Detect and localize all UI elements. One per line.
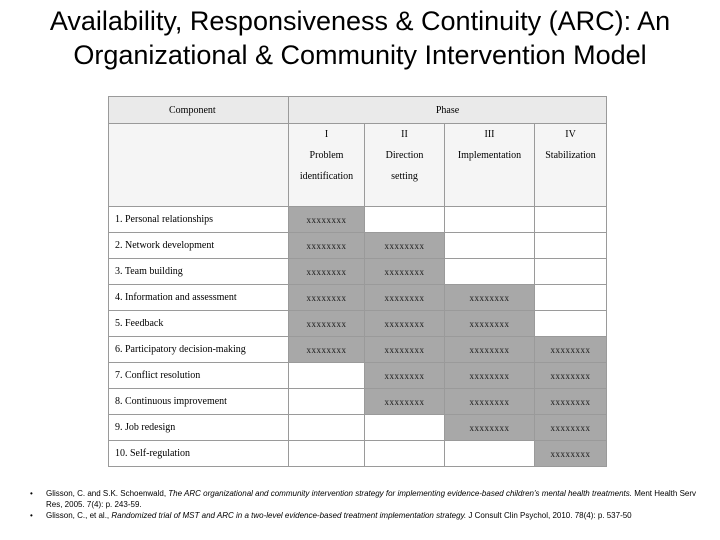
- component-name: 6. Participatory decision-making: [109, 337, 289, 363]
- reference-title: Randomized trial of MST and ARC in a two-level evidence-based treatment implementation strategy.: [111, 511, 467, 520]
- table-body: [109, 207, 607, 467]
- component-name: 10. Self-regulation: [109, 441, 289, 467]
- phase-4-mark: xxxxxxxx: [535, 337, 607, 363]
- phase-3-mark: xxxxxxxx: [445, 285, 535, 311]
- component-name: 4. Information and assessment: [109, 285, 289, 311]
- phase-1-empty: [289, 441, 365, 467]
- phase-2-header: [365, 124, 445, 207]
- phase-4-mark: xxxxxxxx: [535, 415, 607, 441]
- reference-source: Ment Health Serv Res, 2005. 7(4): p. 243-59.: [46, 489, 697, 509]
- phase-3-number: III: [484, 129, 495, 140]
- phase-4-empty: [535, 207, 607, 233]
- reference-item: [0, 488, 720, 510]
- phase-2-label-1: Direction: [385, 150, 424, 161]
- phase-header: Phase: [289, 97, 607, 124]
- phase-2-empty: [365, 441, 445, 467]
- component-name: 7. Conflict resolution: [109, 363, 289, 389]
- phase-4-header: [535, 124, 607, 207]
- phase-3-label-1: Implementation: [457, 150, 522, 161]
- table-row: [109, 207, 607, 233]
- phase-2-mark: xxxxxxxx: [365, 233, 445, 259]
- phase-3-empty: [445, 207, 535, 233]
- reference-authors: Glisson, C., et al.,: [46, 511, 112, 520]
- slide-title: [0, 4, 720, 72]
- component-name: 1. Personal relationships: [109, 207, 289, 233]
- component-name: 9. Job redesign: [109, 415, 289, 441]
- phase-3-mark: xxxxxxxx: [445, 415, 535, 441]
- component-name: 8. Continuous improvement: [109, 389, 289, 415]
- component-phase-table: [108, 96, 607, 467]
- table-row: [109, 259, 607, 285]
- phase-4-empty: [535, 233, 607, 259]
- phase-3-mark: xxxxxxxx: [445, 337, 535, 363]
- phase-4-empty: [535, 285, 607, 311]
- phase-2-mark: xxxxxxxx: [365, 363, 445, 389]
- component-name: 2. Network development: [109, 233, 289, 259]
- phase-4-mark: xxxxxxxx: [535, 441, 607, 467]
- phase-1-number: I: [324, 129, 329, 140]
- phase-1-mark: xxxxxxxx: [289, 311, 365, 337]
- header-row: [109, 97, 607, 124]
- table-row: [109, 311, 607, 337]
- table-row: [109, 441, 607, 467]
- title-line-2: Organizational & Community Intervention Model: [73, 40, 647, 70]
- arc-model-table: [108, 96, 606, 468]
- phase-4-empty: [535, 311, 607, 337]
- table-row: [109, 363, 607, 389]
- phase-3-empty: [445, 233, 535, 259]
- phase-4-empty: [535, 259, 607, 285]
- phase-4-mark: xxxxxxxx: [535, 389, 607, 415]
- phase-1-header: [289, 124, 365, 207]
- bullet-icon: •: [30, 511, 33, 520]
- phase-1-empty: [289, 389, 365, 415]
- phase-1-empty: [289, 415, 365, 441]
- blank-header-cell: [109, 124, 289, 207]
- bullet-icon: •: [30, 489, 33, 498]
- table-row: [109, 415, 607, 441]
- phase-2-mark: xxxxxxxx: [365, 285, 445, 311]
- phase-1-label-2: identification: [299, 171, 354, 182]
- phase-4-mark: xxxxxxxx: [535, 363, 607, 389]
- phase-1-mark: xxxxxxxx: [289, 233, 365, 259]
- table-row: [109, 337, 607, 363]
- phase-2-mark: xxxxxxxx: [365, 389, 445, 415]
- phase-2-mark: xxxxxxxx: [365, 311, 445, 337]
- phase-1-mark: xxxxxxxx: [289, 285, 365, 311]
- phase-1-empty: [289, 363, 365, 389]
- phase-2-number: II: [401, 129, 408, 140]
- component-name: 3. Team building: [109, 259, 289, 285]
- phase-4-label-1: Stabilization: [545, 150, 596, 161]
- reference-item: [0, 510, 720, 521]
- table-row: [109, 285, 607, 311]
- phase-2-label-2: setting: [391, 171, 418, 182]
- phase-1-mark: xxxxxxxx: [289, 337, 365, 363]
- phase-1-mark: xxxxxxxx: [289, 207, 365, 233]
- phase-2-mark: xxxxxxxx: [365, 337, 445, 363]
- phase-2-empty: [365, 415, 445, 441]
- phase-3-empty: [445, 259, 535, 285]
- phase-subheader-row: [109, 124, 607, 207]
- component-name: 5. Feedback: [109, 311, 289, 337]
- phase-2-mark: xxxxxxxx: [365, 259, 445, 285]
- references: [0, 488, 720, 521]
- table-row: [109, 233, 607, 259]
- phase-3-empty: [445, 441, 535, 467]
- phase-3-mark: xxxxxxxx: [445, 311, 535, 337]
- phase-1-label-1: Problem: [309, 150, 344, 161]
- table-row: [109, 389, 607, 415]
- phase-3-mark: xxxxxxxx: [445, 363, 535, 389]
- component-header: Component: [109, 97, 289, 124]
- phase-1-mark: xxxxxxxx: [289, 259, 365, 285]
- title-line-1: Availability, Responsiveness & Continuity (ARC): An: [49, 6, 671, 36]
- reference-title: The ARC organizational and community intervention strategy for implementing evidence-based children's mental health treatments.: [168, 489, 632, 498]
- phase-4-number: IV: [565, 129, 576, 140]
- phase-3-header: [445, 124, 535, 207]
- phase-2-empty: [365, 207, 445, 233]
- reference-authors: Glisson, C. and S.K. Schoenwald,: [46, 489, 169, 498]
- reference-source: J Consult Clin Psychol, 2010. 78(4): p. 537-50: [466, 511, 632, 520]
- phase-3-mark: xxxxxxxx: [445, 389, 535, 415]
